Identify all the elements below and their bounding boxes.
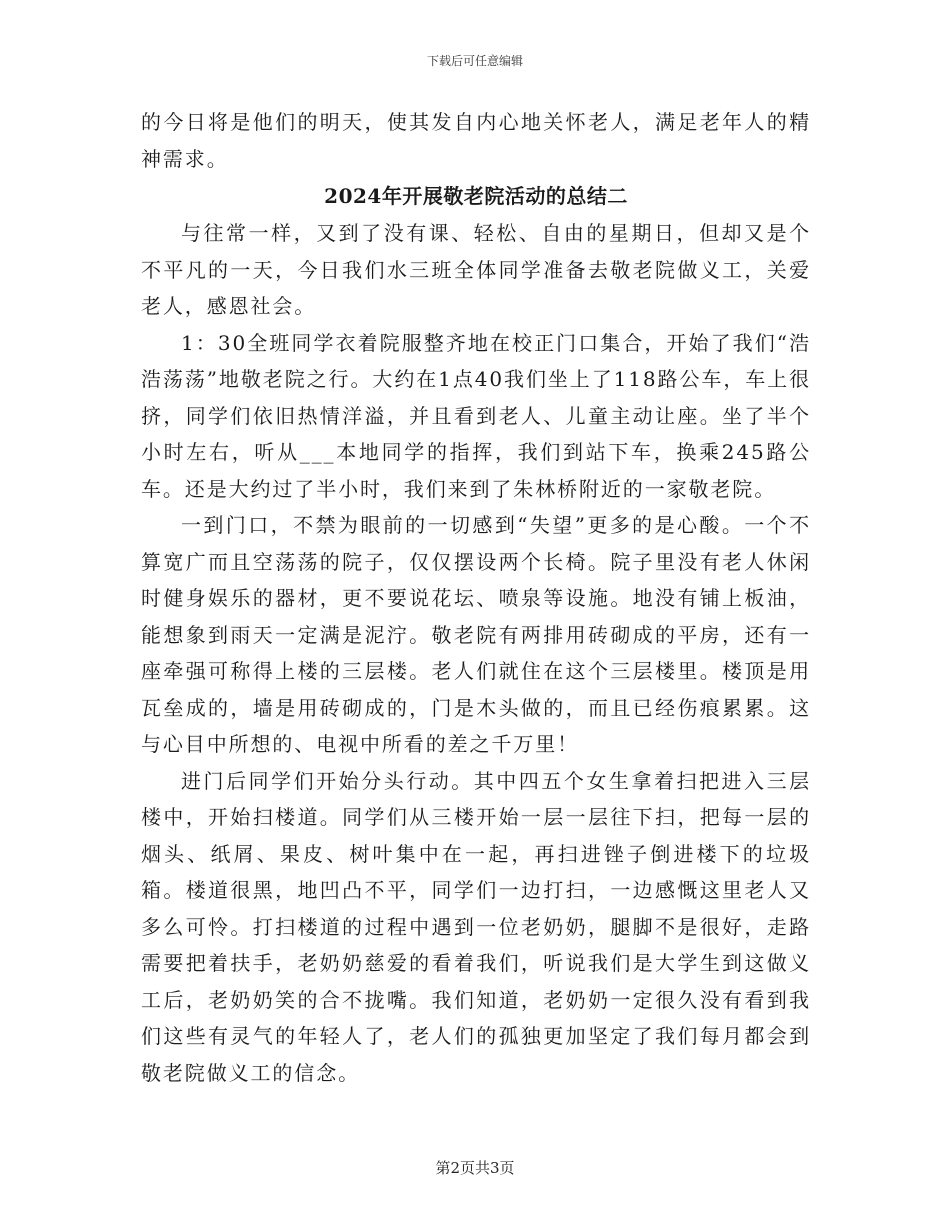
- paragraph-journey: 1：30全班同学衣着院服整齐地在校正门口集合，开始了我们“浩浩荡荡”地敬老院之行。大约在1点40我们坐上了118路公车，车上很挤，同学们依旧热情洋溢，并且看到老人、儿童主动让座。坐了半个小时左右，听从___本地同学的指挥，我们到站下车，换乘245路公车。还是大约过了半小时，我们来到了朱林桥附近的一家敬老院。: [141, 330, 811, 501]
- paragraph-continuation: 的今日将是他们的明天，使其发自内心地关怀老人，满足老年人的精神需求。: [141, 110, 811, 171]
- paragraph-arrival: 一到门口，不禁为眼前的一切感到“失望”更多的是心酸。一个不算宽广而且空荡荡的院子，仅仅摆设两个长椅。院子里没有老人休闲时健身娱乐的器材，更不要说花坛、喷泉等设施。地没有铺上板油，能想象到雨天一定满是泥泞。敬老院有两排用砖砌成的平房，还有一座牵强可称得上楼的三层楼。老人们就住在这个三层楼里。楼顶是用瓦垒成的，墙是用砖砌成的，门是木头做的，而且已经伤痕累累。这与心目中所想的、电视中所看的差之千万里！: [141, 513, 811, 756]
- document-body: [141, 104, 811, 1091]
- section-title: 2024年开展敬老院活动的总结二: [324, 184, 628, 208]
- paragraph-cleaning: 进门后同学们开始分头行动。其中四五个女生拿着扫把进入三层楼中，开始扫楼道。同学们从三楼开始一层一层往下扫，把每一层的烟头、纸屑、果皮、树叶集中在一起，再扫进锉子倒进楼下的垃圾箱。楼道很黑，地凹凸不平，同学们一边打扫，一边感慨这里老人又多么可怜。打扫楼道的过程中遇到一位老奶奶，腿脚不是很好，走路需要把着扶手，老奶奶慈爱的看着我们，听说我们是大学生到这做义工后，老奶奶笑的合不拢嘴。我们知道，老奶奶一定很久没有看到我们这些有灵气的年轻人了，老人们的孤独更加坚定了我们每月都会到敬老院做义工的信念。: [141, 768, 811, 1085]
- page-footer: 第2页共3页: [435, 1159, 515, 1177]
- page-header: 下载后可任意编辑: [426, 54, 523, 68]
- paragraph-intro: 与往常一样，又到了没有课、轻松、自由的星期日，但却又是个不平凡的一天，今日我们水三班全体同学准备去敬老院做义工，关爱老人，感恩社会。: [141, 221, 811, 318]
